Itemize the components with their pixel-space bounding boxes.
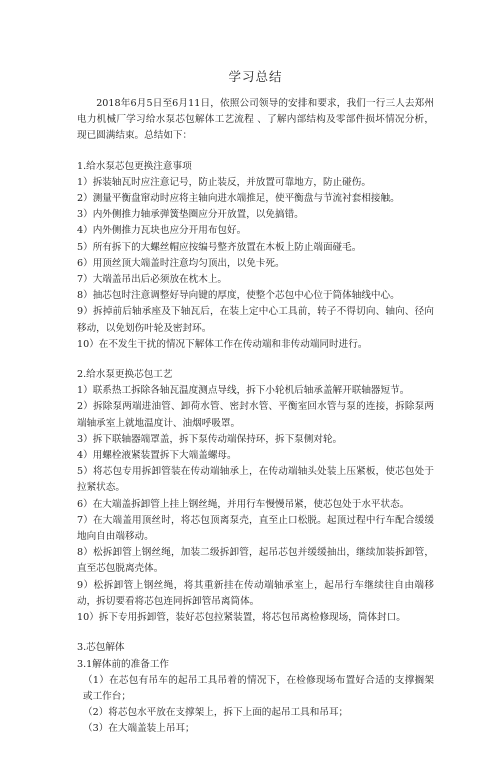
section-2-item: 2）拆除泵两端进油管、卸荷水管、密封水管、平衡室回水管与泵的连接，拆除泵两端轴承室上就地温度计、油烟呼吸罩。 bbox=[77, 401, 434, 429]
section-1-item: 10）在不发生干扰的情况下解体工作在传动端和非传动端同时进行。 bbox=[77, 338, 368, 350]
section-2-item: 3）拆下联轴器端罩盖，拆下泵传动端保持环，拆下泵侧对轮。 bbox=[77, 433, 343, 445]
section-3-item: （1）在芯包有吊车的起吊工具吊着的情况下，在检修现场布置好合适的支撑搁架或工作台； bbox=[83, 674, 434, 702]
section-1-item: 4）内外侧推力瓦块也应分开用布包好。 bbox=[77, 225, 247, 237]
section-2-item: 8）松拆卸管上钢丝绳，加装二级拆卸管，起吊芯包并缓缓抽出，继续加装拆卸管，直至芯包脱离壳体。 bbox=[77, 547, 434, 575]
spacer bbox=[77, 353, 434, 367]
section-1-item: 6）用顶丝顶大端盖时注意均匀顶出，以免卡死。 bbox=[77, 257, 285, 269]
section-1-heading: 1.给水泵芯包更换注意事项 bbox=[77, 160, 192, 172]
section-2-item: 5）将芯包专用拆卸管装在传动端轴承上，在传动端轴头处装上压紧板，使芯包处于拉紧状态。 bbox=[77, 466, 434, 494]
section-1-item: 8）抽芯包时注意调整好导向键的厚度，使整个芯包中心位于筒体轴线中心。 bbox=[77, 290, 400, 302]
section-1-item: 7）大端盖吊出后必须放在枕木上。 bbox=[77, 274, 228, 286]
spacer bbox=[77, 626, 434, 640]
section-3-item: （2）将芯包水平放在支撑架上，拆下上面的起吊工具和吊耳； bbox=[83, 707, 349, 719]
section-1-item: 3）内外侧推力轴承弹簧垫圈应分开放置，以免搞错。 bbox=[77, 209, 304, 221]
section-2-heading: 2.给水泵更换芯包工艺 bbox=[77, 369, 173, 381]
section-1-item: 9）拆掉前后轴承座及下轴瓦后，在装上定中心工具前，转子不得切向、轴向、径向移动，以免划伤叶轮及密封环。 bbox=[77, 306, 434, 334]
section-1-item: 1）拆装轴瓦时应注意记号，防止装反，并放置可靠地方，防止碰伤。 bbox=[77, 176, 371, 188]
section-3-item: （3）在大端盖装上吊耳； bbox=[83, 723, 195, 735]
section-2-item: 1）联系热工拆除各轴瓦温度测点导线，拆下小轮机后轴承盖解开联轴器短节。 bbox=[77, 385, 410, 397]
section-2-item: 7）在大端盖用顶丝时，将芯包顶离泵壳，直至止口松脱。起顶过程中行车配合缓缓地向自由端移动。 bbox=[77, 514, 434, 543]
document-page bbox=[0, 67, 500, 775]
section-2-item: 6）在大端盖拆卸管上挂上钢丝绳，并用行车慢慢吊紧，使芯包处于水平状态。 bbox=[77, 498, 410, 510]
section-3-heading: 3.芯包解体 bbox=[77, 642, 125, 654]
spacer bbox=[77, 145, 434, 159]
page-title: 学习总结 bbox=[228, 69, 283, 84]
section-2-item: 4）用螺栓液紧装置拆下大端盖螺母。 bbox=[77, 450, 237, 462]
section-3-subheading: 3.1解体前的准备工作 bbox=[77, 658, 170, 670]
section-1-item: 2）测量平衡盘窜动时应将主轴向进水端推足，使平衡盘与节流衬套相接触。 bbox=[77, 193, 400, 205]
section-2-item: 9）松拆卸管上钢丝绳，将其重新挂在传动端轴承室上，起吊行车继续往自由端移动，拆切要看将芯包连同拆卸管吊离筒体。 bbox=[77, 579, 434, 607]
section-2-item: 10）拆下专用拆卸管，装好芯包拉紧装置，将芯包吊离检修现场，筒体封口。 bbox=[77, 612, 406, 624]
intro-paragraph: 2018年6月5日至6月11日，依照公司领导的安排和要求，我们一行三人去郑州电力机械厂学习给水泵芯包解体工艺流程 、了解内部结构及零部件损坏情况分析，现已圆满结束。总结如下： bbox=[77, 98, 434, 142]
section-1-item: 5）所有拆下的大螺丝帽应按编号整齐放置在木板上防止端面碰毛。 bbox=[77, 241, 362, 253]
